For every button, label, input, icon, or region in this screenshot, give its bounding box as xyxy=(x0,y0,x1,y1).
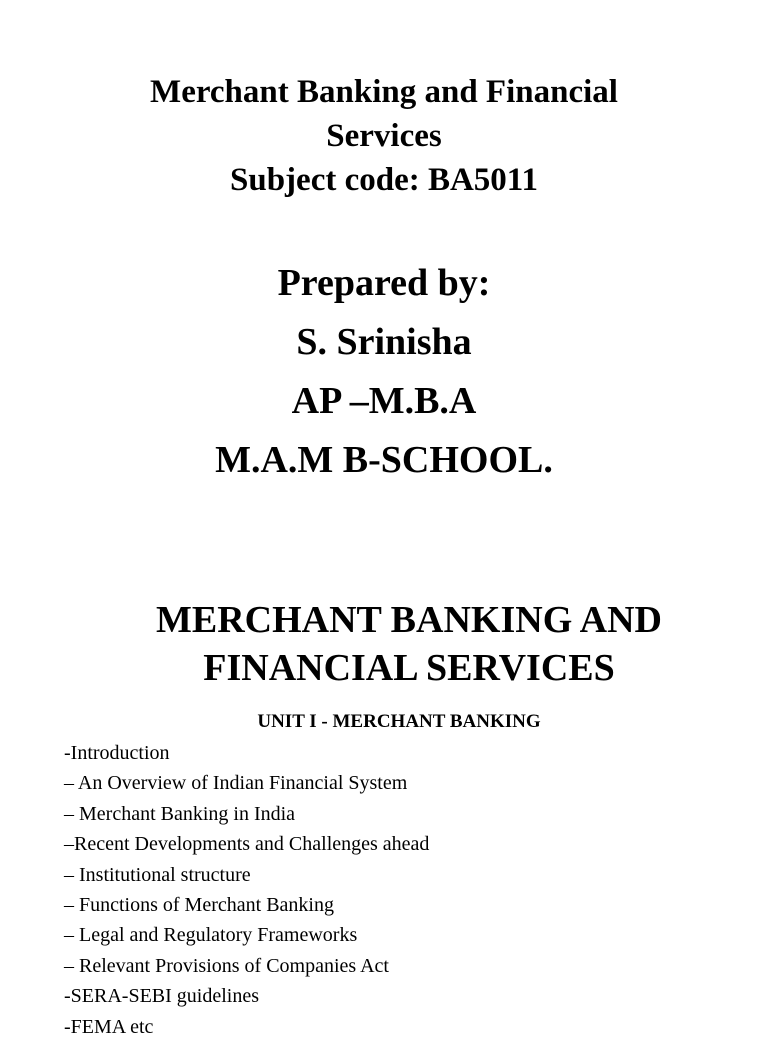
list-item: – Functions of Merchant Banking xyxy=(64,894,334,917)
section-title-line-2: FINANCIAL SERVICES xyxy=(203,647,615,689)
section-title-line-1: MERCHANT BANKING AND xyxy=(155,599,662,641)
author-name: S. Srinisha xyxy=(296,321,472,363)
subject-code: Subject code: BA5011 xyxy=(230,162,538,198)
document-title xyxy=(0,70,768,202)
section-title xyxy=(0,596,768,692)
list-item: – An Overview of Indian Financial System xyxy=(64,772,408,795)
title-line-2: Services xyxy=(326,118,442,154)
list-item: – Legal and Regulatory Frameworks xyxy=(64,924,358,947)
author-designation: AP –M.B.A xyxy=(291,380,477,422)
author-institution: M.A.M B-SCHOOL. xyxy=(215,439,553,481)
list-item: – Institutional structure xyxy=(64,863,251,886)
prepared-by-block xyxy=(0,254,768,490)
unit-heading: UNIT I - MERCHANT BANKING xyxy=(257,711,541,732)
list-item: -SERA-SEBI guidelines xyxy=(64,985,259,1008)
list-item: – Merchant Banking in India xyxy=(64,802,296,825)
prepared-by-label: Prepared by: xyxy=(277,262,491,304)
list-item: – Relevant Provisions of Companies Act xyxy=(64,954,389,977)
list-item: –Recent Developments and Challenges ahead xyxy=(64,833,430,856)
list-item: -Introduction xyxy=(64,742,170,764)
list-item: -FEMA etc xyxy=(64,1015,154,1038)
title-line-1: Merchant Banking and Financial xyxy=(150,74,618,110)
topic-list xyxy=(64,738,744,1042)
